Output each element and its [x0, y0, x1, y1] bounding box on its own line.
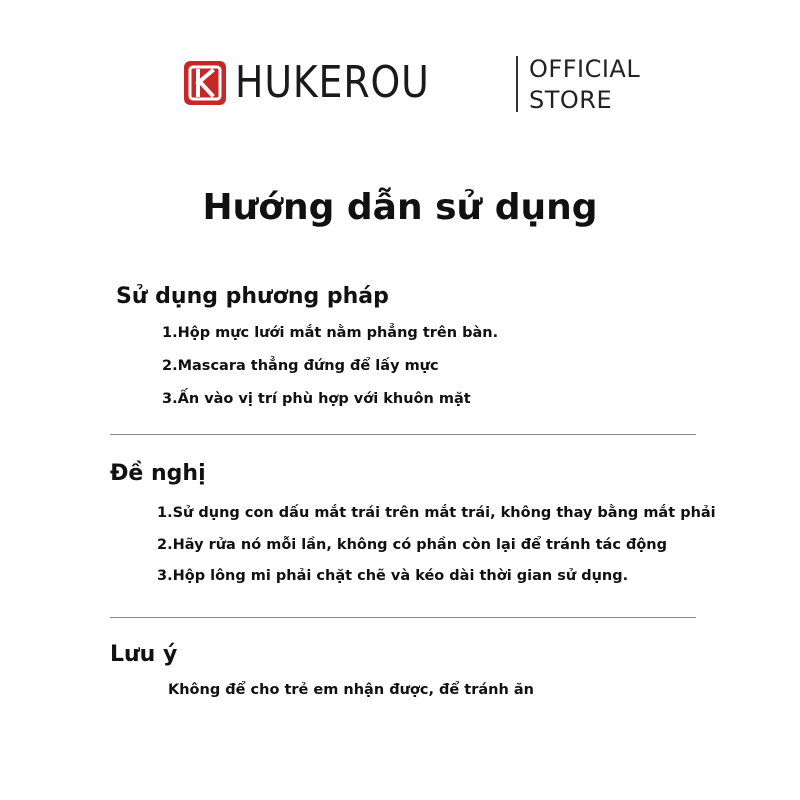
section-divider-1	[110, 434, 696, 435]
recommend-step-3: 3.Hộp lông mi phải chặt chẽ và kéo dài thời gian sử dụng.	[157, 568, 629, 584]
note-heading: Lưu ý	[110, 642, 178, 667]
usage-step-1: 1.Hộp mực lưới mắt nằm phẳng trên bàn.	[162, 325, 499, 341]
hukerou-logo-icon	[184, 61, 226, 105]
recommend-heading: Đề nghị	[110, 461, 206, 486]
usage-step-2: 2.Mascara thẳng đứng để lấy mực	[162, 358, 439, 374]
note-text: Không để cho trẻ em nhận được, để tránh ăn	[168, 682, 534, 698]
brand-name: HUKEROU	[235, 57, 430, 108]
section-divider-2	[110, 617, 696, 618]
page-title: Hướng dẫn sử dụng	[202, 187, 598, 228]
store-tag-line1: OFFICIAL	[529, 55, 641, 83]
recommend-step-1: 1.Sử dụng con dấu mắt trái trên mắt trái, không thay bằng mắt phải	[157, 505, 716, 521]
usage-heading: Sử dụng phương pháp	[116, 284, 389, 309]
store-tag-line2: STORE	[529, 86, 613, 114]
brand-header	[0, 0, 800, 140]
brand-divider	[516, 56, 518, 112]
usage-step-3: 3.Ấn vào vị trí phù hợp với khuôn mặt	[162, 391, 471, 407]
official-store-tag	[529, 54, 640, 116]
recommend-step-2: 2.Hãy rửa nó mỗi lần, không có phần còn lại để tránh tác động	[157, 537, 667, 553]
